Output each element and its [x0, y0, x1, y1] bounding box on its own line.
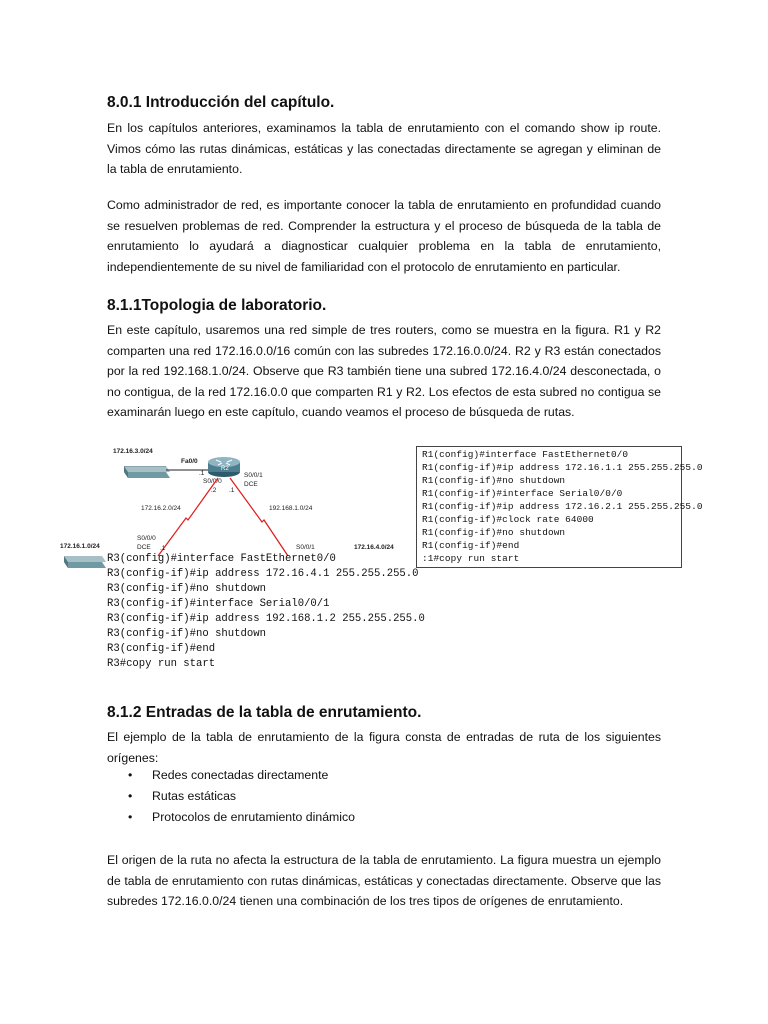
switch-icon — [64, 556, 106, 568]
bullet-marker: • — [128, 768, 133, 782]
paragraph: El origen de la ruta no afecta la estructura de la tabla de enrutamiento. La figura muestra un ejemplo de tabla de enrutamiento con rutas dinámicas, estáticas y conectadas directamente. Observe que las subredes 172.16.0.0/24 tienen una combinación de los tres tipos de orígenes de enrutamiento. — [107, 853, 661, 908]
interface-label: Fa0/0 — [181, 458, 198, 465]
dce-label: DCE — [137, 544, 151, 551]
config-line: R1(config-if)#interface Serial0/0/0 — [422, 488, 623, 499]
config-line: R3(config)#interface FastEthernet0/0 — [107, 553, 336, 565]
list-item: Redes conectadas directamente — [152, 768, 329, 782]
config-line: R3(config-if)#no shutdown — [107, 583, 266, 595]
ip-suffix-label: .1 — [199, 470, 205, 477]
paragraph: El ejemplo de la tabla de enrutamiento de la figura consta de entradas de ruta de los siguientes orígenes: — [107, 730, 661, 765]
net-label-r3lan: 172.16.4.0/24 — [354, 544, 394, 551]
interface-label: S0/0/0 — [137, 535, 156, 542]
interface-label: S0/0/1 — [296, 544, 315, 551]
config-line: R3(config-if)#ip address 192.168.1.2 255.255.255.0 — [107, 613, 425, 625]
net-label-left: 172.16.2.0/24 — [141, 505, 181, 512]
config-line: R3#copy run start — [107, 658, 216, 670]
interface-label: S0/0/1 — [244, 472, 263, 479]
config-line: R1(config-if)#no shutdown — [422, 527, 566, 538]
config-line: R1(config-if)#ip address 172.16.1.1 255.255.255.0 — [422, 462, 703, 473]
r1-config-box — [416, 446, 703, 568]
ip-suffix-label: .1 — [229, 487, 235, 494]
paragraph: Como administrador de red, es importante conocer la tabla de enrutamiento en profundidad cuando se resuelven problemas de red. Comprender la estructura y el proceso de búsqueda de la tabla de enrutamiento lo ayudará a diagnosticar cualquier problema en la tabla de enrutamiento, independientemente de su nivel de familiaridad con el protocolo de enrutamiento en particular. — [107, 198, 661, 274]
config-line: R1(config-if)#ip address 172.16.2.1 255.255.255.0 — [422, 501, 703, 512]
paragraph: En este capítulo, usaremos una red simple de tres routers, como se muestra en la figura. R1 y R2 comparten una red 172.16.0.0/16 común con las subredes 172.16.0.0/24. R2 y R3 están conectados por la red 192.168.1.0/24. Observe que R3 también tiene una subred 172.16.4.0/24 desconectada, o no contigua, de la red 172.16.0.0 que comparten R1 y R2. Los efectos de esta subred no contigua se examinarán luego en este capítulo, cuando veamos el proceso de búsqueda de rutas. — [107, 323, 661, 419]
router-icon — [208, 457, 240, 477]
net-label-r1lan: 172.16.1.0/24 — [60, 543, 100, 550]
bullet-marker: • — [128, 789, 133, 803]
config-line: R1(config-if)#no shutdown — [422, 475, 566, 486]
switch-icon — [124, 466, 170, 478]
router-name: R2 — [221, 466, 229, 472]
list-item: Protocolos de enrutamiento dinámico — [152, 810, 356, 824]
config-line: :1#copy run start — [422, 553, 520, 564]
section-title-811: 8.1.1Topologia de laboratorio. — [107, 297, 327, 314]
bullet-marker: • — [128, 810, 133, 824]
section-title-801: 8.0.1 Introducción del capítulo. — [107, 94, 335, 111]
dce-label: DCE — [244, 481, 258, 488]
net-label-top: 172.16.3.0/24 — [113, 448, 153, 455]
config-line: R1(config-if)#clock rate 64000 — [422, 514, 594, 525]
config-line: R3(config-if)#no shutdown — [107, 628, 266, 640]
paragraph: En los capítulos anteriores, examinamos la tabla de enrutamiento con el comando show ip route. Vimos cómo las rutas dinámicas, estáticas y las conectadas directamente se agregan y eliminan de la tabla de enrutamiento. — [107, 121, 661, 176]
config-line: R3(config-if)#end — [107, 643, 216, 655]
section-title-812: 8.1.2 Entradas de la tabla de enrutamiento. — [107, 704, 422, 721]
ip-suffix-label: .1 — [160, 545, 166, 552]
net-label-right: 192.168.1.0/24 — [269, 505, 313, 512]
list-item: Rutas estáticas — [152, 789, 237, 803]
config-line: R1(config)#interface FastEthernet0/0 — [422, 449, 629, 460]
config-line: R1(config-if)#end — [422, 540, 520, 551]
config-line: R3(config-if)#interface Serial0/0/1 — [107, 598, 330, 610]
config-line: R3(config-if)#ip address 172.16.4.1 255.255.255.0 — [107, 568, 419, 580]
interface-label: S0/0/0 — [203, 478, 222, 485]
ip-suffix-label: .2 — [211, 487, 217, 494]
